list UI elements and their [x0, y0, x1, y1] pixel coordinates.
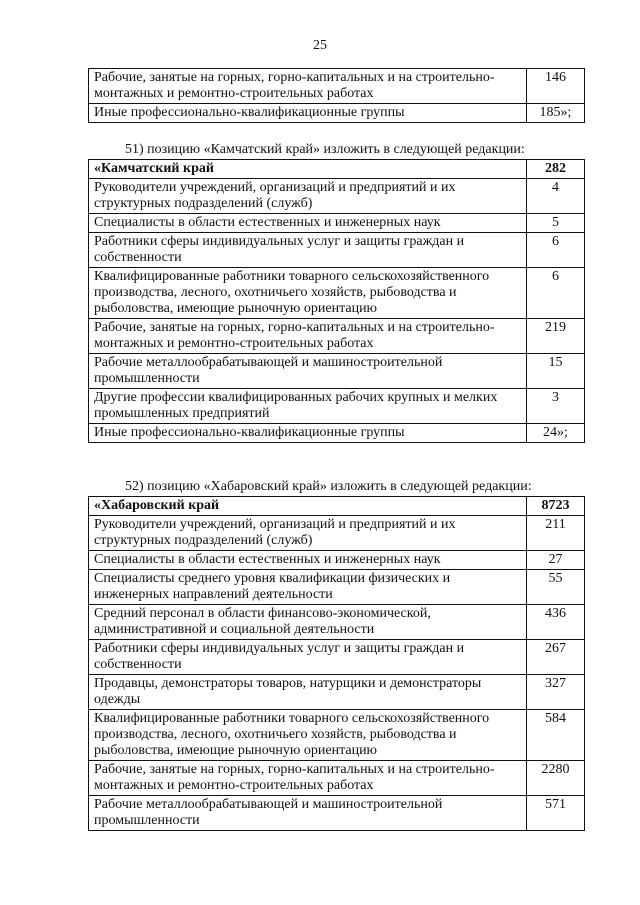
row-label: Другие профессии квалифицированных рабочих крупных и мелких промышленных предприятий — [89, 389, 527, 424]
table-row — [89, 354, 585, 389]
section-51-intro: 51) позицию «Камчатский край» изложить в следующей редакции: — [125, 142, 525, 157]
table-row — [89, 516, 585, 551]
region-total: 8723 — [527, 497, 585, 516]
table-row — [89, 551, 585, 570]
table-row — [89, 319, 585, 354]
row-value: 15 — [527, 354, 585, 389]
row-label: Квалифицированные работники товарного сельскохозяйственного производства, лесного, охотничьего хозяйств, рыбоводства и рыболовства, имеющие рыночную ориентацию — [89, 268, 527, 319]
table-row — [89, 761, 585, 796]
row-label: Рабочие, занятые на горных, горно-капитальных и на строительно-монтажных и ремонтно-строительных работах — [89, 69, 527, 104]
table-row — [89, 675, 585, 710]
table-row — [89, 570, 585, 605]
region-name: «Хабаровский край — [89, 497, 527, 516]
row-label: Специалисты в области естественных и инженерных наук — [89, 214, 527, 233]
table-row — [89, 424, 585, 443]
region-name: «Камчатский край — [89, 160, 527, 179]
row-label: Работники сферы индивидуальных услуг и защиты граждан и собственности — [89, 640, 527, 675]
row-value: 185»; — [527, 104, 585, 123]
row-label: Рабочие металлообрабатывающей и машиностроительной промышленности — [89, 796, 527, 831]
row-value: 27 — [527, 551, 585, 570]
table-row — [89, 605, 585, 640]
table-header-row — [89, 160, 585, 179]
row-value: 5 — [527, 214, 585, 233]
table-row — [89, 69, 585, 104]
row-label: Средний персонал в области финансово-экономической, административной и социальной деятельности — [89, 605, 527, 640]
row-label: Продавцы, демонстраторы товаров, натурщики и демонстраторы одежды — [89, 675, 527, 710]
row-value: 146 — [527, 69, 585, 104]
row-label: Иные профессионально-квалификационные группы — [89, 424, 527, 443]
row-label: Специалисты в области естественных и инженерных наук — [89, 551, 527, 570]
row-label: Специалисты среднего уровня квалификации физических и инженерных направлений деятельности — [89, 570, 527, 605]
row-label: Руководители учреждений, организаций и предприятий и их структурных подразделений (служб) — [89, 179, 527, 214]
table-row — [89, 268, 585, 319]
table-row — [89, 710, 585, 761]
row-label: Квалифицированные работники товарного сельскохозяйственного производства, лесного, охотничьего хозяйств, рыбоводства и рыболовства, имеющие рыночную ориентацию — [89, 710, 527, 761]
row-value: 55 — [527, 570, 585, 605]
region-total: 282 — [527, 160, 585, 179]
row-value: 24»; — [527, 424, 585, 443]
row-label: Рабочие, занятые на горных, горно-капитальных и на строительно-монтажных и ремонтно-строительных работах — [89, 761, 527, 796]
row-value: 6 — [527, 268, 585, 319]
row-label: Иные профессионально-квалификационные группы — [89, 104, 527, 123]
row-label: Руководители учреждений, организаций и предприятий и их структурных подразделений (служб) — [89, 516, 527, 551]
row-value: 4 — [527, 179, 585, 214]
row-value: 584 — [527, 710, 585, 761]
row-value: 3 — [527, 389, 585, 424]
table-top — [88, 68, 585, 123]
table-khabarovsk — [88, 496, 585, 831]
table-row — [89, 640, 585, 675]
row-value: 267 — [527, 640, 585, 675]
row-value: 2280 — [527, 761, 585, 796]
table-row — [89, 214, 585, 233]
section-52-intro: 52) позицию «Хабаровский край» изложить в следующей редакции: — [125, 479, 532, 494]
row-value: 436 — [527, 605, 585, 640]
table-row — [89, 389, 585, 424]
table-header-row — [89, 497, 585, 516]
row-label: Рабочие металлообрабатывающей и машиностроительной промышленности — [89, 354, 527, 389]
table-kamchatka — [88, 159, 585, 443]
row-value: 219 — [527, 319, 585, 354]
table-row — [89, 179, 585, 214]
table-row — [89, 233, 585, 268]
table-row — [89, 796, 585, 831]
row-value: 211 — [527, 516, 585, 551]
row-value: 327 — [527, 675, 585, 710]
row-label: Работники сферы индивидуальных услуг и защиты граждан и собственности — [89, 233, 527, 268]
row-label: Рабочие, занятые на горных, горно-капитальных и на строительно-монтажных и ремонтно-строительных работах — [89, 319, 527, 354]
row-value: 571 — [527, 796, 585, 831]
table-row — [89, 104, 585, 123]
page-number: 25 — [313, 38, 327, 53]
row-value: 6 — [527, 233, 585, 268]
